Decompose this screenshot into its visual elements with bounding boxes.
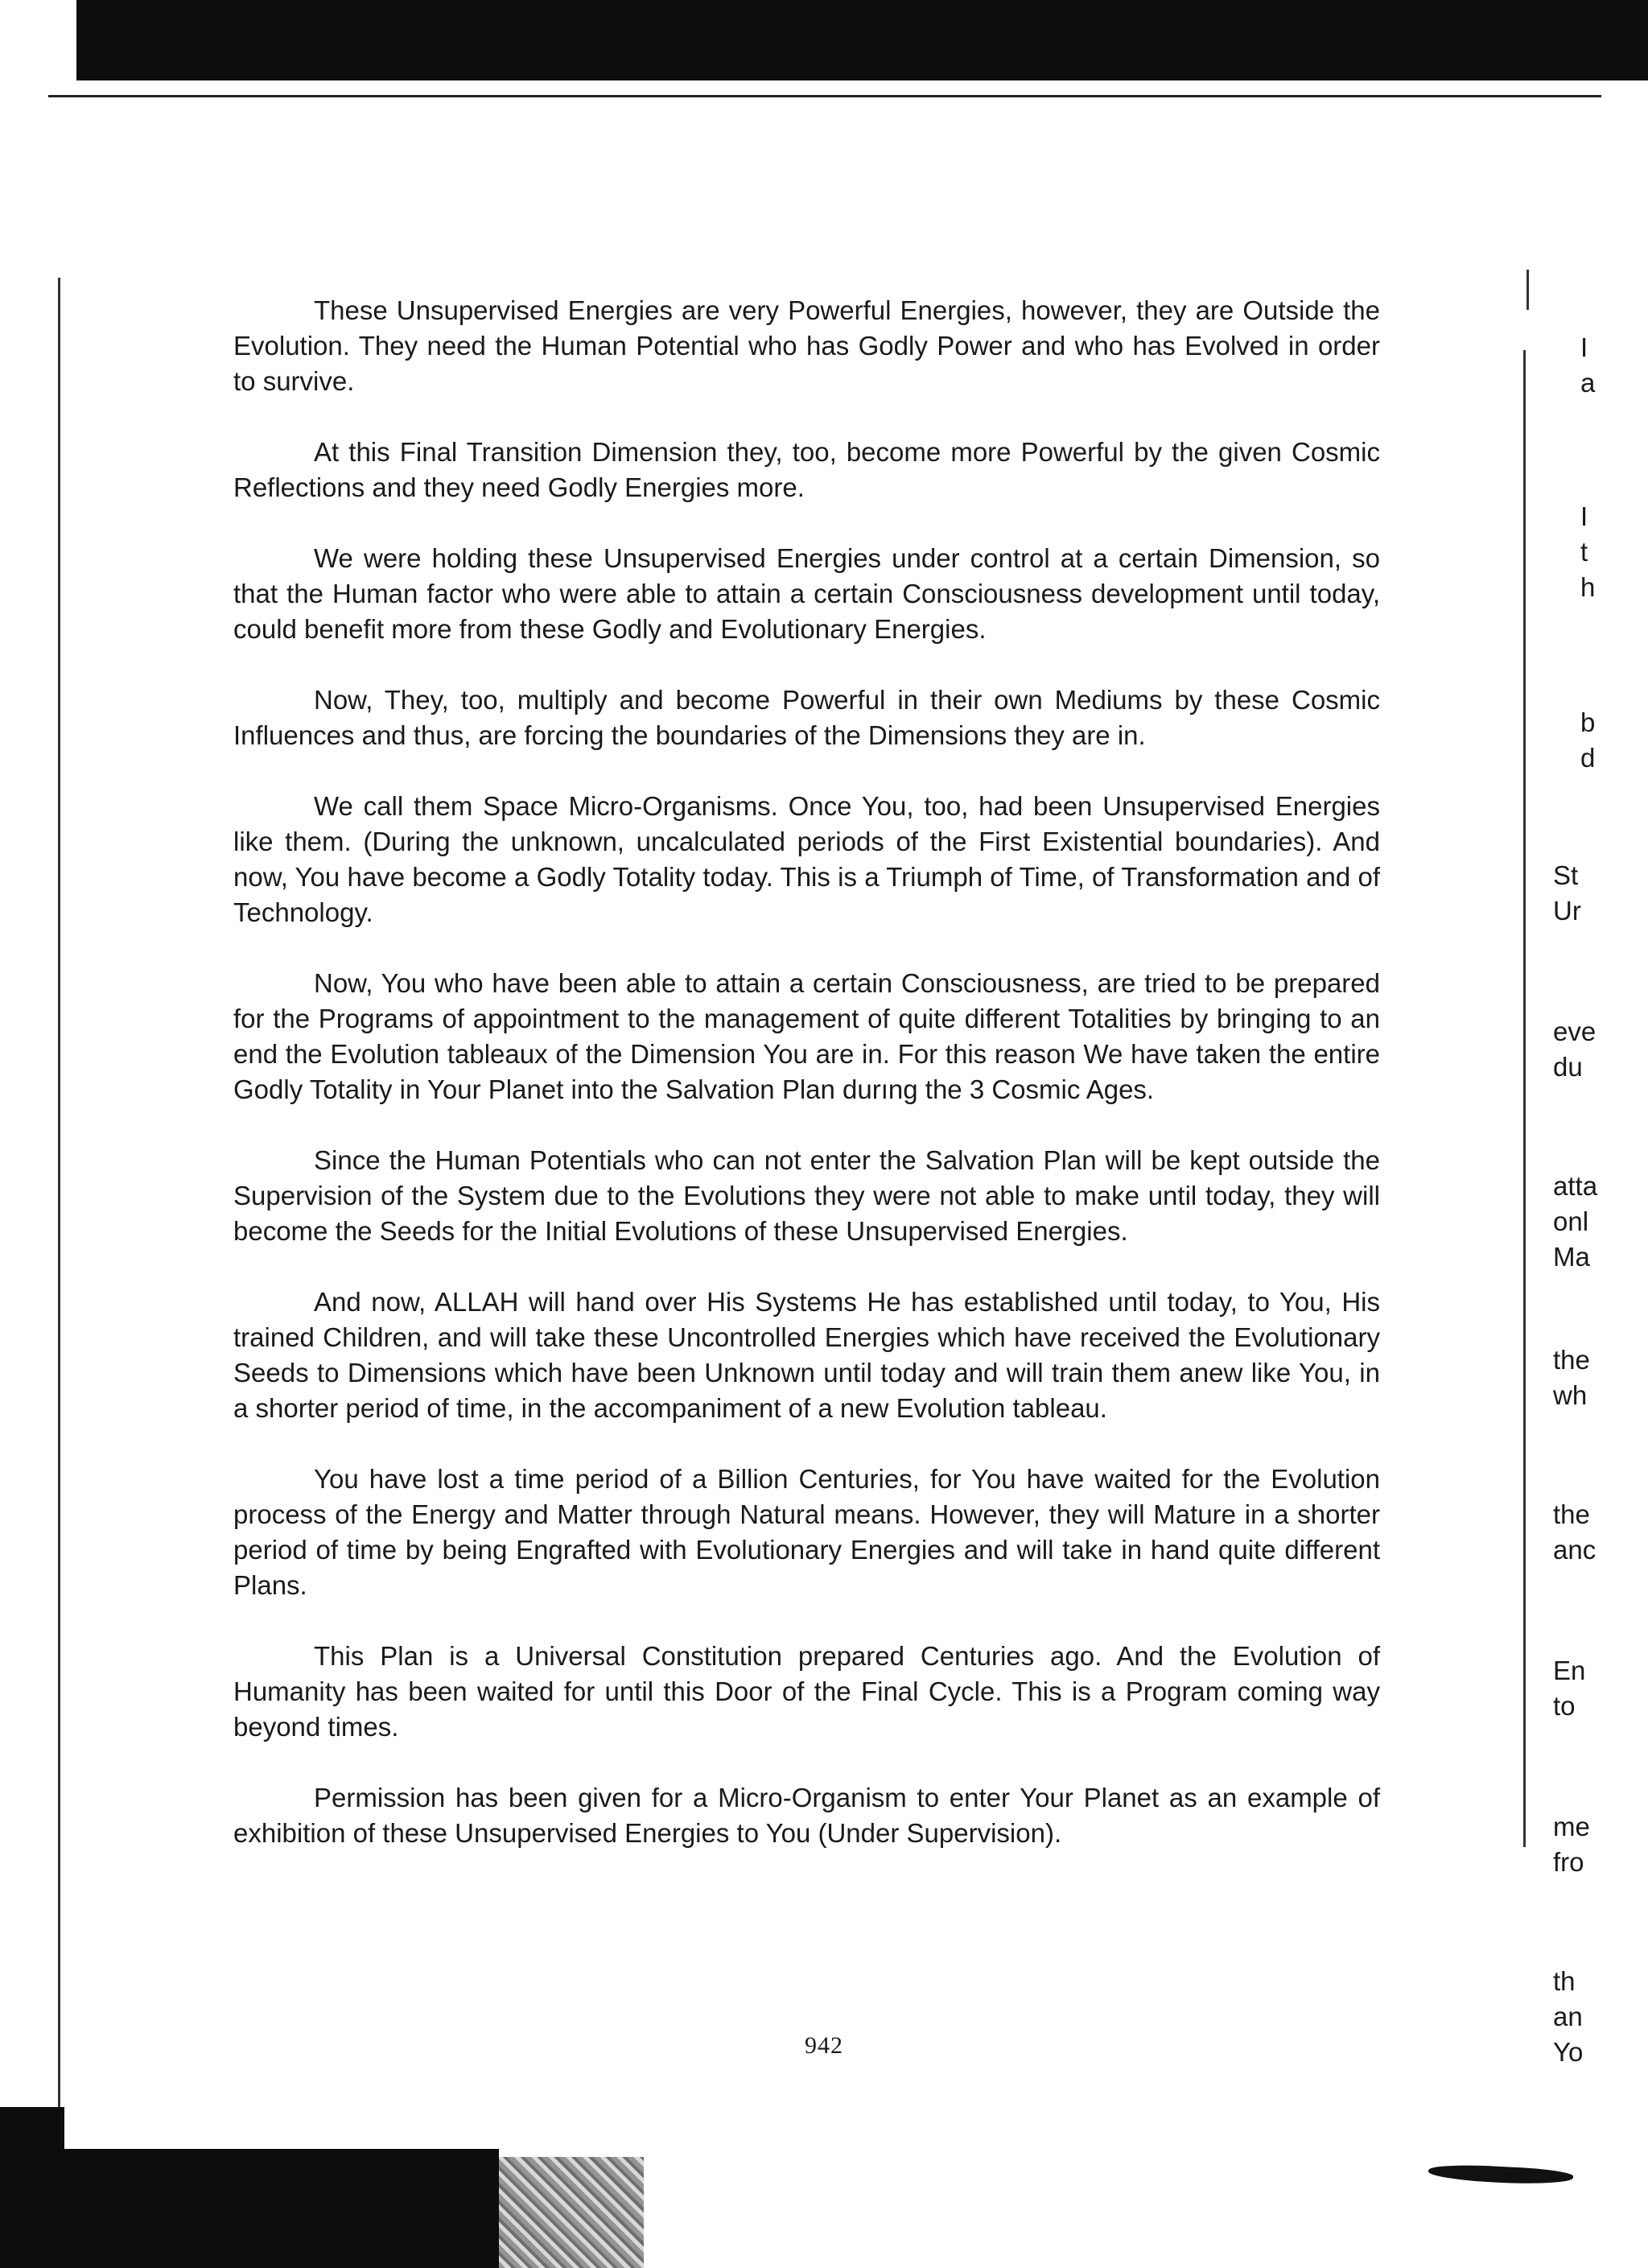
next-page-fragment: du xyxy=(1553,1052,1583,1082)
next-page-fragment: b xyxy=(1580,707,1596,737)
page-margin-line-right xyxy=(1523,350,1526,1847)
paragraph: We were holding these Unsupervised Energies under control at a certain Dimension, so that the Human factor who were able to attain a certain Consciousness development until today, could benefit more from these Godly and Evolutionary Energies. xyxy=(233,543,1380,644)
scan-artifact-top-line xyxy=(48,95,1601,97)
page-margin-tick-right xyxy=(1526,270,1529,310)
next-page-fragment: me xyxy=(1553,1812,1590,1841)
paragraph: We call them Space Micro-Organisms. Once You, too, had been Unsupervised Energies like them. (During the unknown, uncalculated periods of the First Existential boundaries). And now, You have become a Godly Totality today. This is a Triumph of Time, of Transformation and of Technology. xyxy=(233,791,1380,927)
page-margin-line-left xyxy=(58,278,60,2129)
next-page-fragment: En xyxy=(1553,1656,1586,1685)
next-page-edge xyxy=(1553,0,1648,2067)
next-page-fragment: an xyxy=(1553,2002,1583,2031)
scan-artifact-noise xyxy=(499,2157,644,2268)
paragraph: These Unsupervised Energies are very Powerful Energies, however, they are Outside the Evolution. They need the Human Potential who has Godly Power and who has Evolved in order to survive. xyxy=(233,295,1380,396)
next-page-fragment: th xyxy=(1553,1966,1576,1996)
next-page-fragment: to xyxy=(1553,1691,1576,1721)
next-page-fragment: Ma xyxy=(1553,1242,1590,1272)
next-page-fragment: t xyxy=(1580,537,1588,567)
paragraph: This Plan is a Universal Constitution prepared Centuries ago. And the Evolution of Humanity has been waited for until this Door of the Final Cycle. This is a Program coming way beyond times. xyxy=(233,1641,1380,1742)
paragraph: And now, ALLAH will hand over His Systems He has established until today, to You, His trained Children, and will take these Uncontrolled Energies which have received the Evolutionary Seeds to Dimensions which have been Unknown until today and will train them anew like You, in a shorter period of time, in the accompaniment of a new Evolution tableau. xyxy=(233,1287,1380,1423)
next-page-fragment: fro xyxy=(1553,1847,1584,1877)
next-page-fragment: eve xyxy=(1553,1016,1596,1046)
paragraph: Now, You who have been able to attain a certain Consciousness, are tried to be prepared for the Programs of appointment to the management of quite different Totalities by bringing to an end the Evolution tableaux of the Dimension You are in. For this reason We have taken the entire Godly Totality in Your Planet into the Salvation Plan durıng the 3 Cosmic Ages. xyxy=(233,968,1380,1104)
next-page-fragment: the xyxy=(1553,1345,1590,1375)
scan-artifact-bottom-bar-2 xyxy=(64,2149,499,2268)
scan-artifact-bottom-bar xyxy=(0,2107,64,2268)
paragraph: At this Final Transition Dimension they, too, become more Powerful by the given Cosmic Reflections and they need Godly Energies more. xyxy=(233,437,1380,502)
page-number: 942 xyxy=(805,2032,843,2059)
next-page-fragment: I xyxy=(1580,332,1588,362)
paragraph: Permission has been given for a Micro-Organism to enter Your Planet as an example of exhibition of these Unsupervised Energies to You (Under Supervision). xyxy=(233,1783,1380,1848)
paragraph: Since the Human Potentials who can not enter the Salvation Plan will be kept outside the Supervision of the System due to the Evolutions they were not able to make until today, they will become the Seeds for the Initial Evolutions of these Unsupervised Energies. xyxy=(233,1145,1380,1246)
next-page-fragment: anc xyxy=(1553,1535,1596,1565)
scan-artifact-top-bar xyxy=(76,0,1648,80)
paragraph: You have lost a time period of a Billion Centuries, for You have waited for the Evolution process of the Energy and Matter through Natural means. However, they will Mature in a shorter period of time by being Engrafted with Evolutionary Energies and will take in hand quite different Plans. xyxy=(233,1464,1380,1600)
next-page-fragment: onl xyxy=(1553,1206,1589,1236)
paragraph: Now, They, too, multiply and become Powerful in their own Mediums by these Cosmic Influences and thus, are forcing the boundaries of the Dimensions they are in. xyxy=(233,685,1380,750)
next-page-fragment: d xyxy=(1580,743,1596,773)
next-page-fragment: I xyxy=(1580,501,1588,531)
next-page-fragment: Yo xyxy=(1553,2037,1584,2067)
next-page-fragment: wh xyxy=(1553,1380,1588,1410)
next-page-fragment: Ur xyxy=(1553,896,1581,926)
text-column xyxy=(233,293,1380,1887)
next-page-fragment: the xyxy=(1553,1499,1590,1529)
next-page-fragment: a xyxy=(1580,368,1596,398)
next-page-fragment: atta xyxy=(1553,1171,1598,1201)
scan-artifact-top-fade xyxy=(0,0,76,44)
next-page-fragment: h xyxy=(1580,572,1596,602)
next-page-fragment: St xyxy=(1553,860,1579,890)
scan-artifact-smudge xyxy=(1428,2163,1574,2186)
